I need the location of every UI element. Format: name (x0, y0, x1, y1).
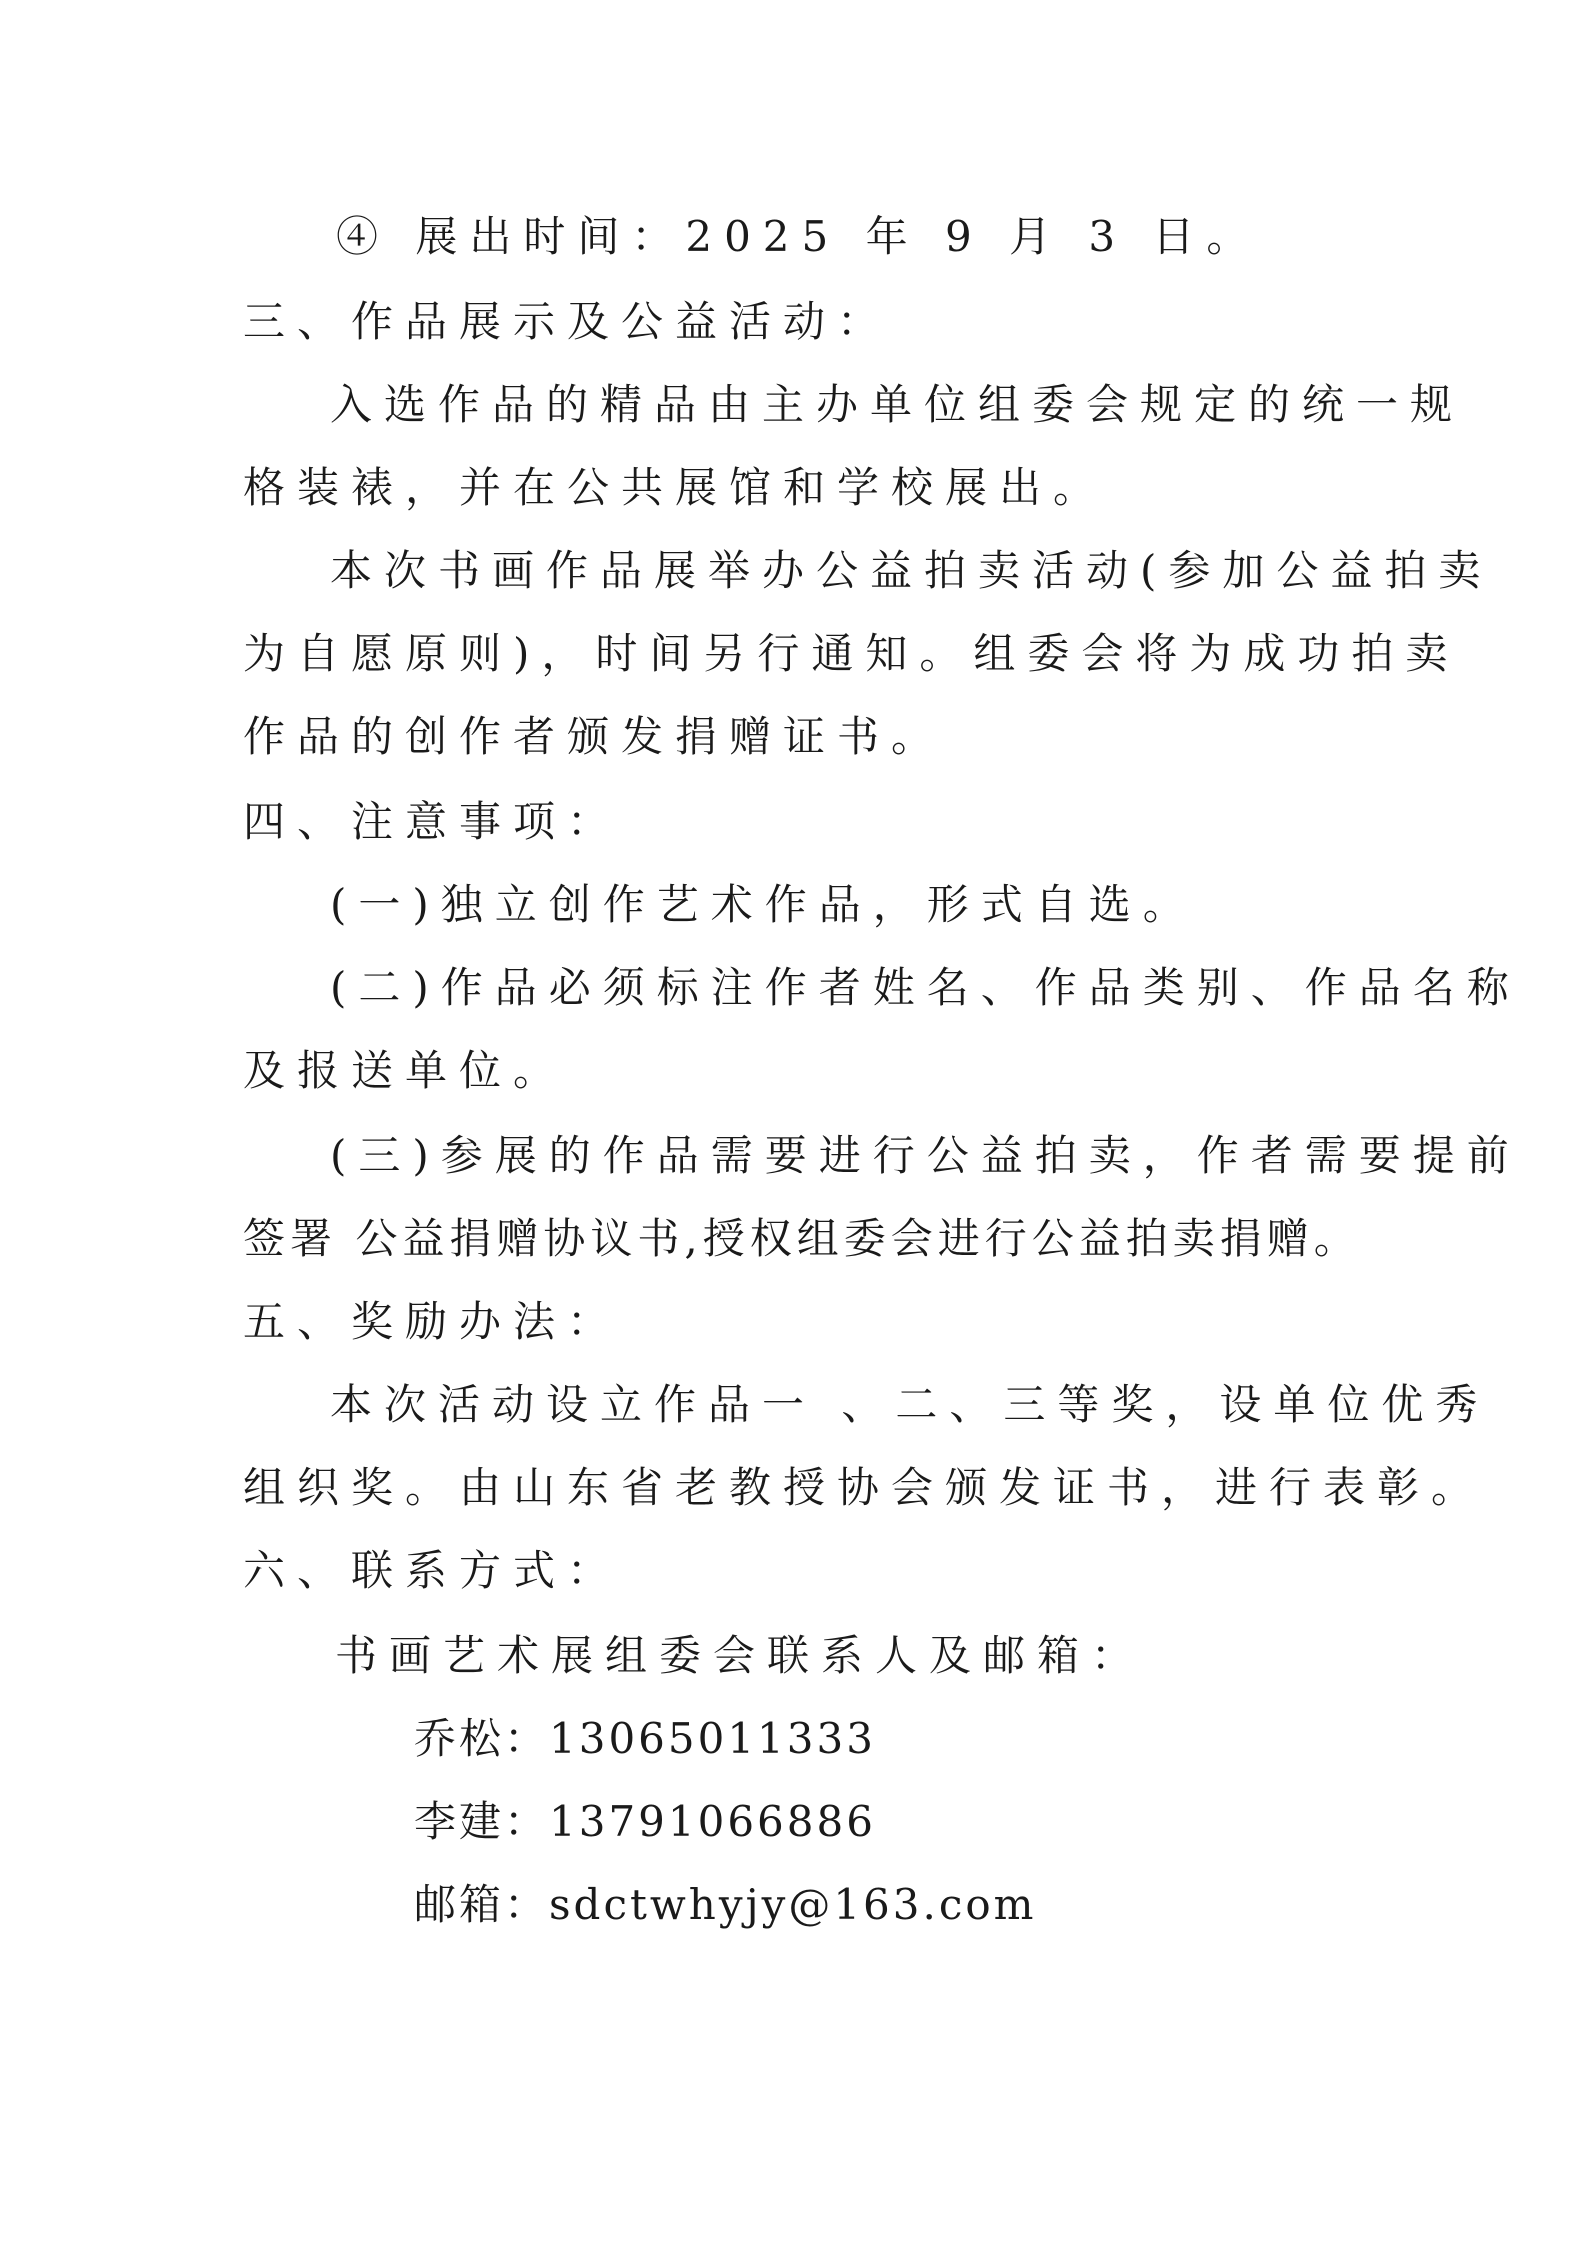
section-6-heading: 六、联系方式： (243, 1546, 622, 1595)
section-3-paragraph-1-line-1: 入选作品的精品由主办单位组委会规定的统一规 (330, 380, 1465, 429)
exhibit-time-line: ④ 展出时间：2025 年 9 月 3 日。 (336, 212, 1261, 261)
section-3-heading: 三、作品展示及公益活动： (243, 297, 892, 346)
section-4-item-3-line-2: 签署 公益捐赠协议书,授权组委会进行公益拍卖捐赠。 (243, 1214, 1361, 1263)
section-4-item-3-line-1: (三)参展的作品需要进行公益拍卖，作者需要提前 (330, 1131, 1521, 1180)
contact-li-jian: 李建：13791066886 (414, 1797, 876, 1846)
section-4-item-2-line-1: (二)作品必须标注作者姓名、作品类别、作品名称 (330, 963, 1521, 1012)
section-3-paragraph-2-line-2: 为自愿原则)，时间另行通知。组委会将为成功拍卖 (243, 629, 1460, 678)
section-3-paragraph-2-line-3: 作品的创作者颁发捐赠证书。 (243, 712, 946, 761)
section-5-paragraph-line-2: 组织奖。由山东省老教授协会颁发证书，进行表彰。 (243, 1463, 1486, 1512)
contact-qiao-song: 乔松：13065011333 (414, 1714, 876, 1763)
section-5-heading: 五、奖励办法： (243, 1297, 622, 1346)
section-4-item-2-line-2: 及报送单位。 (243, 1046, 568, 1095)
contact-intro: 书画艺术展组委会联系人及邮箱： (335, 1631, 1146, 1680)
section-5-paragraph-line-1: 本次活动设立作品一 、二、三等奖，设单位优秀 (330, 1380, 1490, 1429)
section-3-paragraph-2-line-1: 本次书画作品展举办公益拍卖活动(参加公益拍卖 (330, 546, 1493, 595)
section-3-paragraph-1-line-2: 格装裱，并在公共展馆和学校展出。 (243, 463, 1108, 512)
contact-email: 邮箱：sdctwhyjy@163.com (414, 1880, 1037, 1929)
section-4-heading: 四、注意事项： (243, 797, 622, 846)
section-4-item-1: (一)独立创作艺术作品，形式自选。 (330, 880, 1197, 929)
